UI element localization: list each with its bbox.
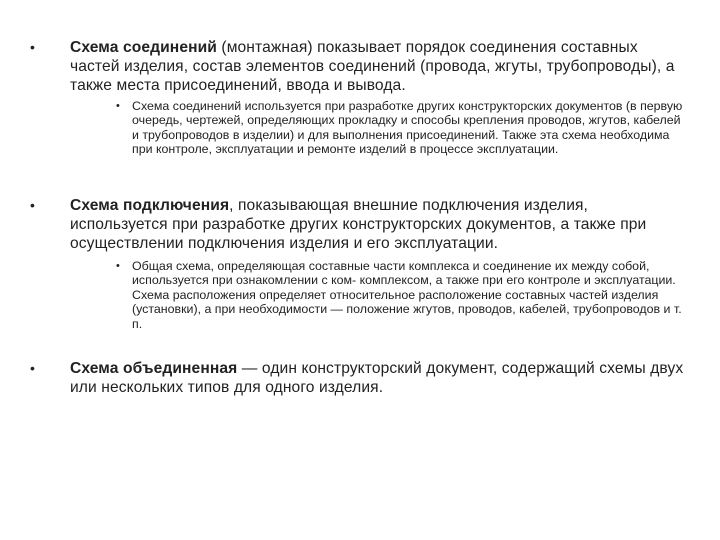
definition-connection-scheme: (монтажная) показывает порядок соединения составных частей изделия, состав элементов соединений (провода, жгуты, трубопроводы), а также места присоединений, ввода и вывода. (70, 39, 675, 94)
bullet-text (70, 38, 690, 95)
bullet-marker: • (30, 197, 35, 213)
sub-bullet-general-scheme (116, 259, 686, 331)
bullet-item-combined-scheme (30, 359, 690, 397)
bullet-text (70, 196, 690, 253)
sub-bullet-connection-scheme-usage (116, 99, 686, 157)
definition-combined-scheme: — один конструкторский документ, содержащий схемы двух или нескольких типов для одного изделия. (70, 360, 684, 396)
bullet-text (70, 359, 690, 397)
term-connection-scheme: Схема соединений (70, 39, 217, 56)
definition-hookup-scheme: , показывающая внешние подключения изделия, используется при разработке других конструкторских документов, а также при осуществлении подключения изделия и его эксплуатации. (70, 197, 647, 252)
sub-bullet-text: Схема соединений используется при разработке других конструкторских документов (в первую очередь, чертежей, определяющих прокладку и способы крепления проводов, жгутов, кабелей и трубопроводов в изделии) и для выполнения присоединений. Также эта схема необходима при контроле, эксплуатации и ремонте изделий в процессе эксплуатации. (132, 99, 683, 157)
bullet-marker: • (30, 360, 35, 376)
bullet-marker: • (116, 100, 120, 112)
bullet-item-hookup-scheme (30, 196, 690, 253)
term-hookup-scheme: Схема подключения (70, 197, 230, 214)
bullet-marker: • (30, 39, 35, 55)
sub-bullet-text: Общая схема, определяющая составные части комплекса и соединение их между собой, используется при ознакомлении с ком- комплексом, а также при его контроле и эксплуатации. Схема расположения определяет относительное расположение составных частей изделия (установки), а при необходимости — положение жгутов, проводов, кабелей, трубопроводов и т. п. (132, 259, 682, 331)
bullet-item-connection-scheme (30, 38, 690, 95)
bullet-marker: • (116, 260, 120, 272)
term-combined-scheme: Схема объединенная (70, 360, 238, 377)
